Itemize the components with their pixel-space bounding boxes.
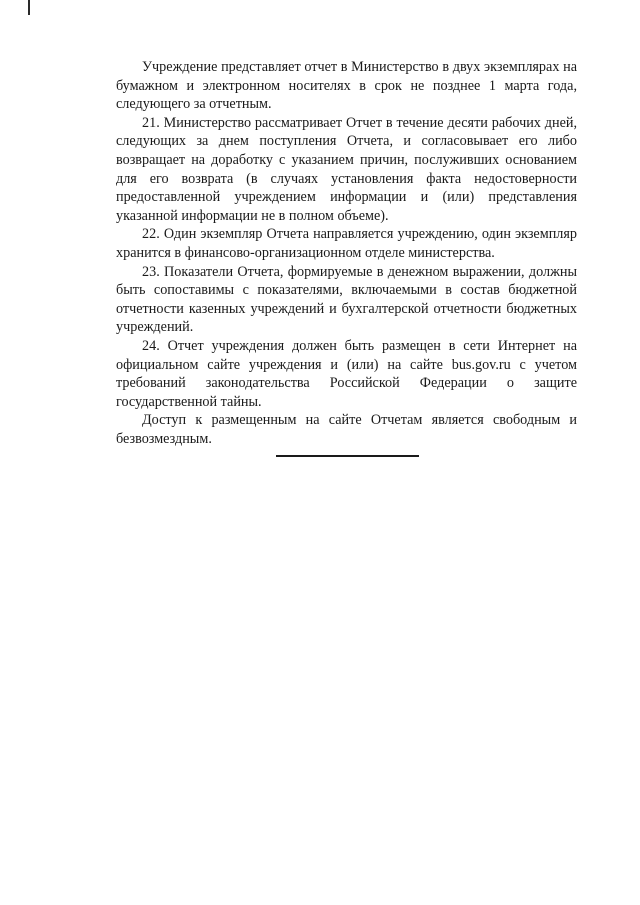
paragraph-access: Доступ к размещенным на сайте Отчетам является свободным и безвозмездным. — [116, 412, 577, 447]
document-body — [116, 58, 577, 448]
paragraph-21-review: 21. Министерство рассматривает Отчет в течение десяти рабочих дней, следующих за днем поступления Отчета, и согласовывает его либо возвращает на доработку с указанием причин, послуживших основанием для его возврата (в случаях установления факта недостоверности предоставленной учреждением информации и (или) представления указанной информации не в полном объеме). — [116, 114, 577, 224]
scan-edge-mark — [28, 0, 30, 15]
paragraph-submission: Учреждение представляет отчет в Министерство в двух экземплярах на бумажном и электронном носителях в срок не позднее 1 марта года, следующего за отчетным. — [116, 59, 577, 113]
paragraph-22-copies: 22. Один экземпляр Отчета направляется учреждению, один экземпляр хранится в финансово-организационном отделе министерства. — [116, 226, 577, 261]
end-of-document-line — [276, 455, 419, 457]
paragraph-24-publication: 24. Отчет учреждения должен быть размещен в сети Интернет на официальном сайте учреждения и (или) на сайте bus.gov.ru с учетом требований законодательства Российской Федерации о защите государственной тайны. — [116, 337, 577, 410]
paragraph-23-indicators: 23. Показатели Отчета, формируемые в денежном выражении, должны быть сопоставимы с показателями, включаемыми в состав бюджетной отчетности казенных учреждений и бухгалтерской отчетности бюджетных учреждений. — [116, 263, 577, 336]
